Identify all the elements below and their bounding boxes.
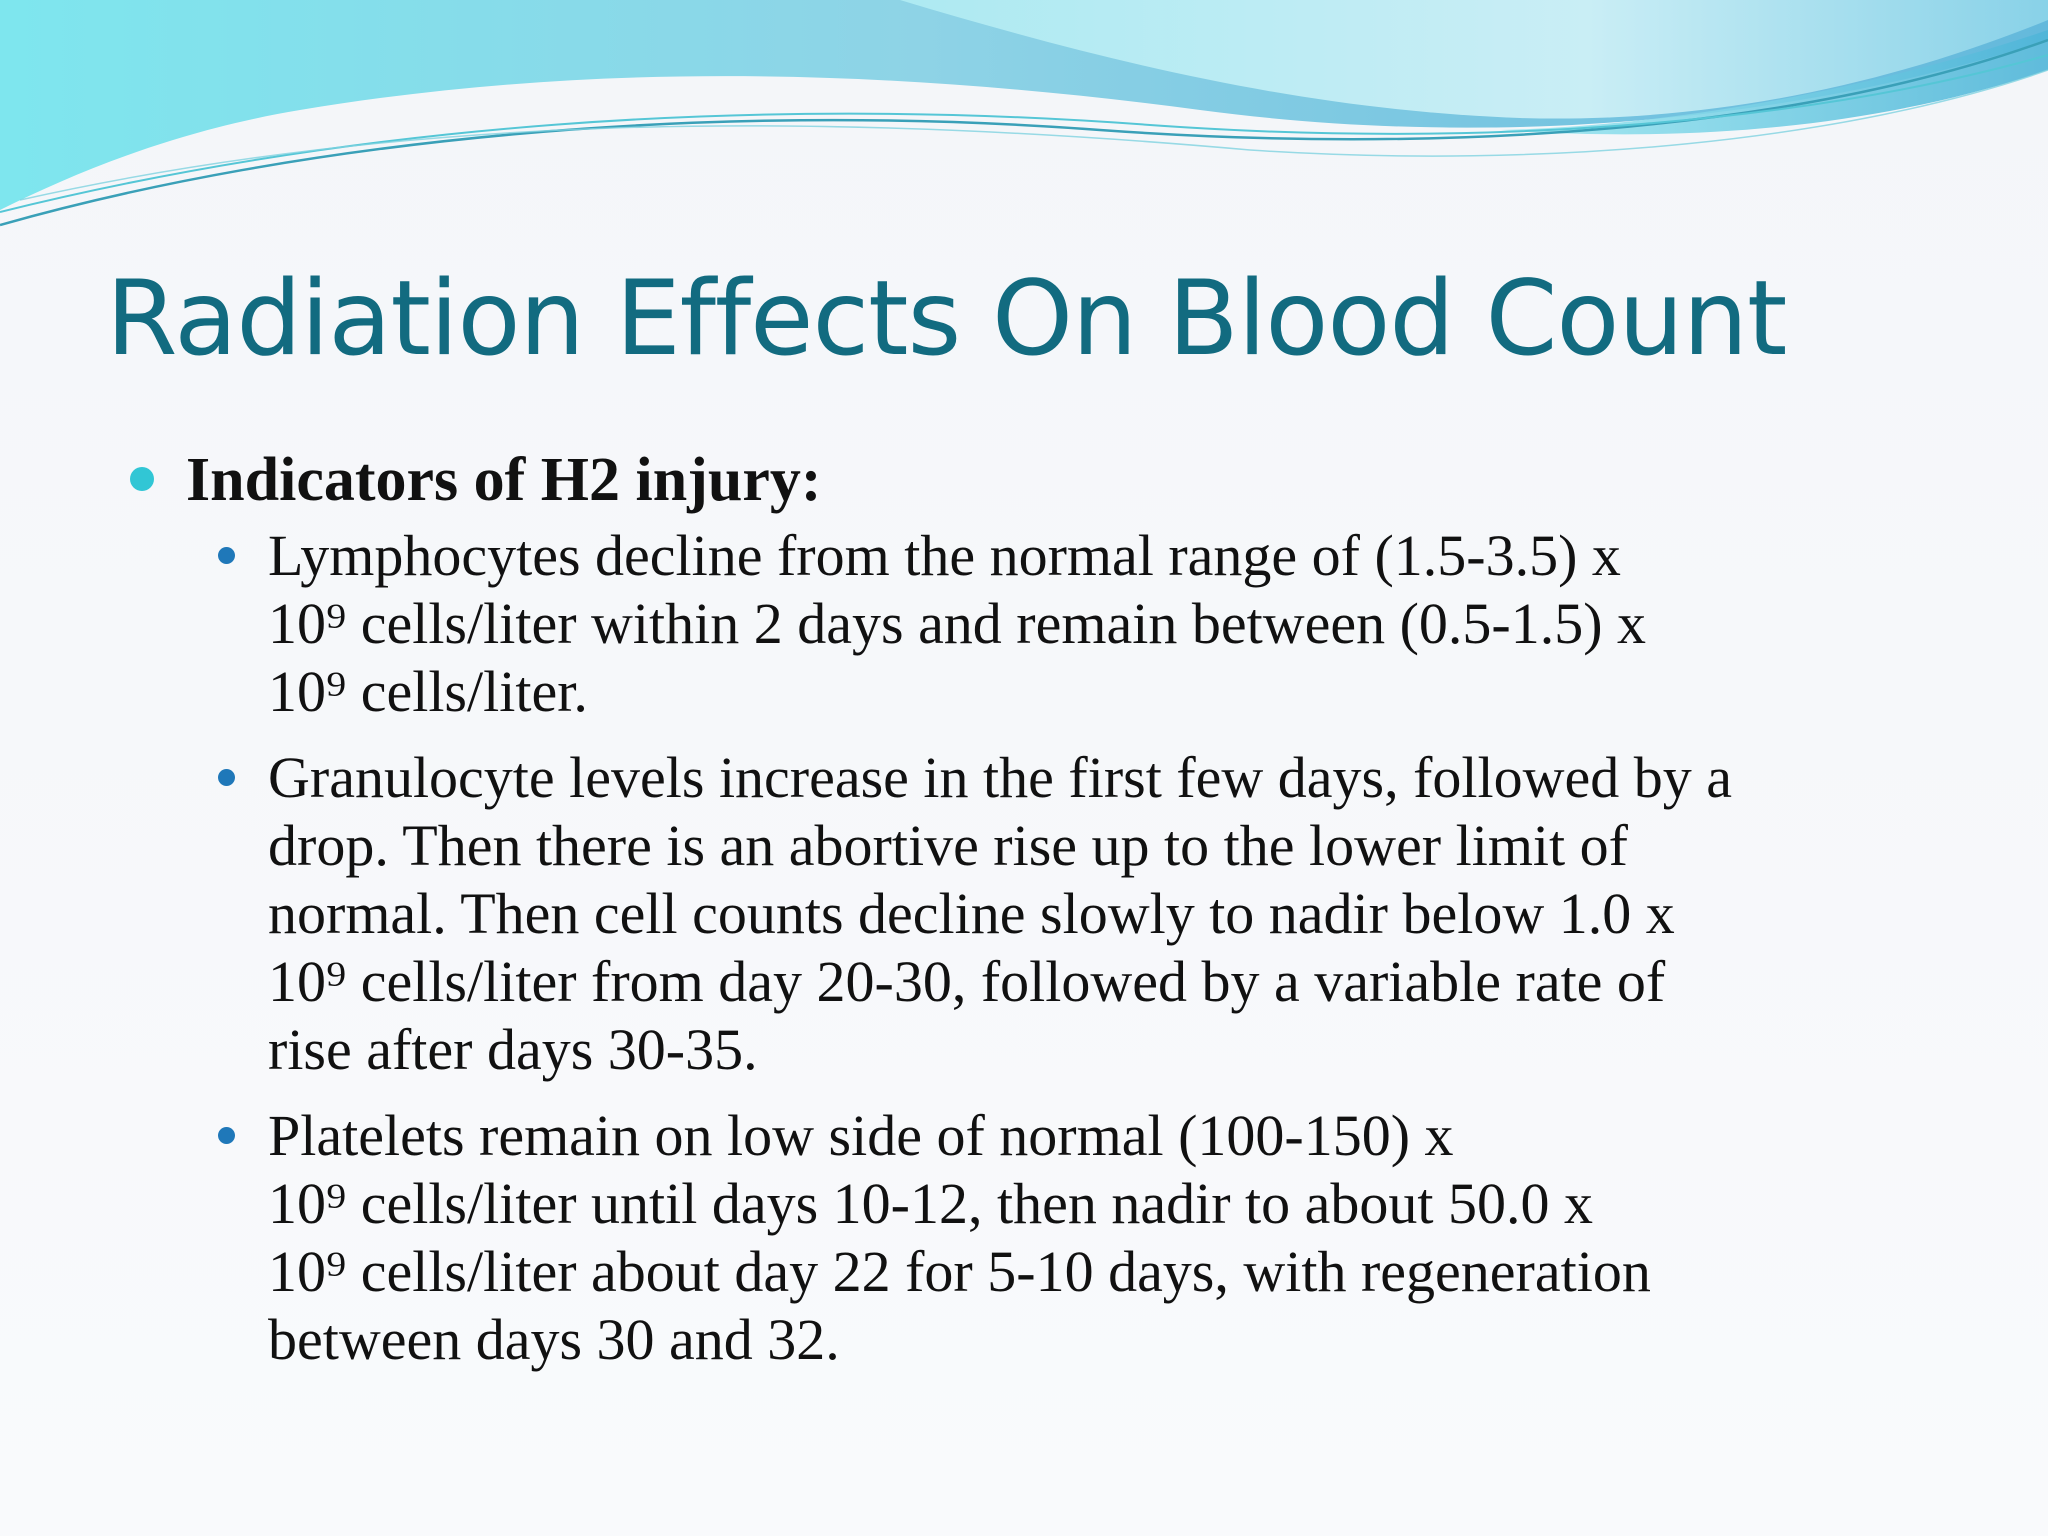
heading-bullet-item — [130, 440, 1940, 520]
list-item-line: 10⁹ cells/liter about day 22 for 5-10 days, with regeneration — [268, 1239, 1651, 1304]
list-item-line: 10⁹ cells/liter from day 20-30, followed by a variable rate of — [268, 949, 1666, 1014]
list-item-line: Platelets remain on low side of normal (100-150) x — [268, 1103, 1454, 1168]
list-item-line: drop. Then there is an abortive rise up to the lower limit of — [268, 813, 1628, 878]
list-item-line: Granulocyte levels increase in the first few days, followed by a — [268, 745, 1732, 810]
decorative-wave-header — [0, 0, 2048, 260]
list-item-line: rise after days 30-35. — [268, 1017, 758, 1082]
list-item-granulocytes — [130, 744, 1910, 1084]
slide-title: Radiation Effects On Blood Count — [106, 259, 1787, 379]
list-item-line: Lymphocytes decline from the normal range of (1.5-3.5) x — [268, 523, 1621, 588]
list-item-line: normal. Then cell counts decline slowly to nadir below 1.0 x — [268, 881, 1675, 946]
list-item-lymphocytes — [130, 522, 1910, 726]
circle-bullet-icon — [218, 1127, 235, 1144]
heading-text: Indicators of H2 injury: — [186, 446, 822, 514]
circle-bullet-icon — [218, 769, 235, 786]
list-item-line: between days 30 and 32. — [268, 1307, 840, 1372]
slide-body — [130, 440, 1940, 1392]
circle-bullet-icon — [218, 547, 235, 564]
list-item-line: 10⁹ cells/liter within 2 days and remain between (0.5-1.5) x — [268, 591, 1647, 656]
list-item-line: 10⁹ cells/liter until days 10-12, then nadir to about 50.0 x — [268, 1171, 1593, 1236]
indicator-list — [130, 522, 1940, 1374]
list-item-line: 10⁹ cells/liter. — [268, 659, 588, 724]
list-item-platelets — [130, 1102, 1910, 1374]
circle-bullet-icon — [130, 467, 154, 491]
